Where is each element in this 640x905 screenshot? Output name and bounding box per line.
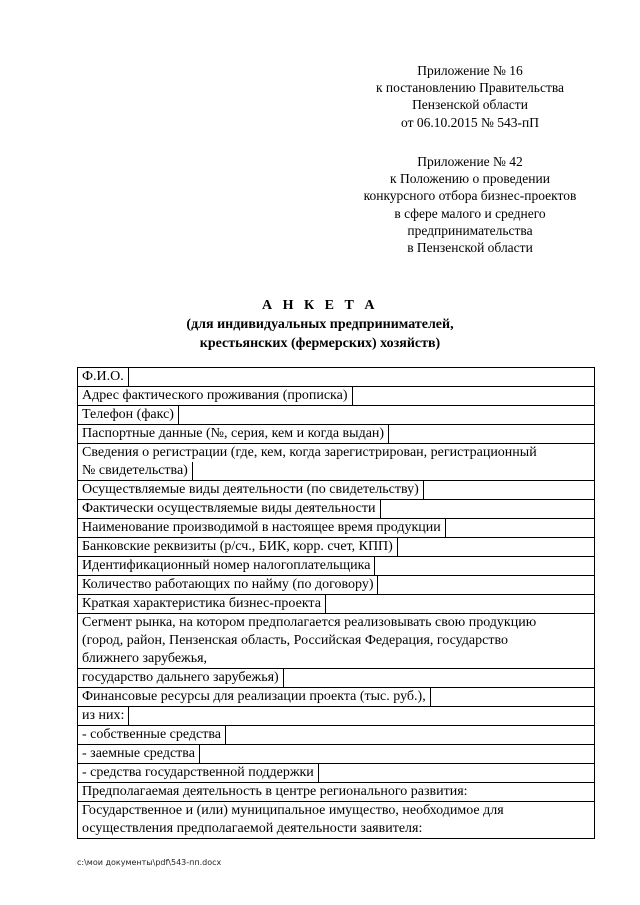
field-label-loans: - заемные средства: [82, 745, 200, 763]
field-value-address[interactable]: [353, 387, 590, 405]
table-row: [78, 576, 595, 595]
field-label-actual-activities: Фактически осуществляемые виды деятельности: [82, 500, 381, 518]
field-value-actual-activities[interactable]: [381, 500, 591, 518]
field-label-state-support: - средства государственной поддержки: [82, 764, 319, 782]
field-label-inn: Идентификационный номер налогоплательщика: [82, 557, 375, 575]
table-row: [78, 614, 595, 669]
field-label-market-cont: ближнего зарубежья,: [82, 651, 208, 666]
field-label-project-summary: Краткая характеристика бизнес-проекта: [82, 595, 326, 613]
field-label-market: Сегмент рынка, на котором предполагается реализовывать свою продукцию: [82, 615, 537, 630]
field-label-phone: Телефон (факс): [82, 406, 179, 424]
field-value-registration[interactable]: [193, 462, 590, 480]
appendix-42-line: в сфере малого и среднего: [394, 205, 546, 221]
table-row: [78, 783, 595, 802]
form-title-subtitle: крестьянских (фермерских) хозяйств): [199, 336, 441, 351]
table-row: [78, 802, 595, 839]
table-row: [78, 669, 595, 688]
table-row: [78, 368, 595, 387]
field-label-property: Государственное и (или) муниципальное имущество, необходимое для: [82, 803, 504, 818]
field-label-passport: Паспортные данные (№, серия, кем и когда выдан): [82, 425, 389, 443]
field-value-passport[interactable]: [389, 425, 590, 443]
file-path-footer: c:\мои документы\pdf\543-пп.docx: [77, 858, 222, 867]
appendix-42-line: в Пензенской области: [407, 240, 533, 256]
appendix-42-line: к Положению о проведении: [390, 171, 550, 187]
field-label-bank: Банковские реквизиты (р/сч., БИК, корр. счет, КПП): [82, 538, 398, 556]
field-value-finance[interactable]: [431, 688, 590, 706]
field-label-products: Наименование производимой в настоящее время продукции: [82, 519, 446, 537]
table-row: [78, 425, 595, 444]
appendix-42-block: [340, 153, 600, 256]
table-row: [78, 481, 595, 500]
field-label-employees: Количество работающих по найму (по договору): [82, 576, 378, 594]
field-label-address: Адрес фактического проживания (прописка): [82, 387, 353, 405]
appendix-16-line: к постановлению Правительства: [375, 80, 565, 96]
appendix-16-line: Приложение № 16: [417, 63, 523, 78]
table-row: [78, 764, 595, 783]
field-value-activities[interactable]: [424, 481, 590, 499]
field-label-registration-cont: № свидетельства): [82, 462, 193, 480]
appendix-42-line: предпринимательства: [407, 222, 533, 238]
table-row: [78, 595, 595, 614]
field-label-own-funds: - собственные средства: [82, 726, 226, 744]
table-row: [78, 538, 595, 557]
field-value-project-summary[interactable]: [326, 595, 590, 613]
table-row: [78, 726, 595, 745]
table-row: [78, 444, 595, 481]
field-value-market[interactable]: [284, 669, 590, 687]
table-row: [78, 387, 595, 406]
appendix-16-line: от 06.10.2015 № 543-пП: [401, 114, 539, 130]
field-value-inn[interactable]: [375, 557, 590, 575]
field-label-market-cont: государство дальнего зарубежья): [82, 669, 284, 687]
table-row: [78, 557, 595, 576]
form-title-subtitle: (для индивидуальных предпринимателей,: [186, 317, 454, 332]
table-row: [78, 519, 595, 538]
field-value-bank[interactable]: [398, 538, 590, 556]
field-value-loans[interactable]: [200, 745, 590, 763]
field-label-property-cont: осуществления предполагаемой деятельности заявителя:: [82, 821, 423, 836]
table-row: [78, 406, 595, 425]
field-value-own-funds[interactable]: [226, 726, 590, 744]
appendix-42-line: конкурсного отбора бизнес-проектов: [363, 188, 577, 204]
field-value-state-support[interactable]: [319, 764, 590, 782]
table-row: [78, 745, 595, 764]
field-label-of-which: из них:: [82, 707, 129, 725]
form-title: [0, 296, 640, 353]
field-label-regional-center: Предполагаемая деятельность в центре регионального развития:: [82, 784, 468, 799]
form-title-main: А Н К Е Т А: [262, 298, 378, 313]
field-label-activities: Осуществляемые виды деятельности (по свидетельству): [82, 481, 424, 499]
questionnaire-table: [77, 367, 595, 839]
field-label-finance: Финансовые ресурсы для реализации проекта (тыс. руб.),: [82, 688, 431, 706]
field-label-fio: Ф.И.О.: [82, 368, 129, 386]
field-value-of-which[interactable]: [129, 707, 590, 725]
appendix-16-block: [340, 62, 600, 131]
table-row: [78, 707, 595, 726]
field-value-fio[interactable]: [129, 368, 590, 386]
appendix-16-line: Пензенской области: [412, 97, 528, 113]
field-value-products[interactable]: [446, 519, 590, 537]
field-value-employees[interactable]: [378, 576, 590, 594]
table-row: [78, 688, 595, 707]
field-value-phone[interactable]: [179, 406, 590, 424]
table-row: [78, 500, 595, 519]
field-label-registration: Сведения о регистрации (где, кем, когда зарегистрирован, регистрационный: [82, 445, 537, 460]
appendix-42-line: Приложение № 42: [417, 154, 523, 169]
field-label-market-cont: (город, район, Пензенская область, Российская Федерация, государство: [82, 633, 508, 648]
